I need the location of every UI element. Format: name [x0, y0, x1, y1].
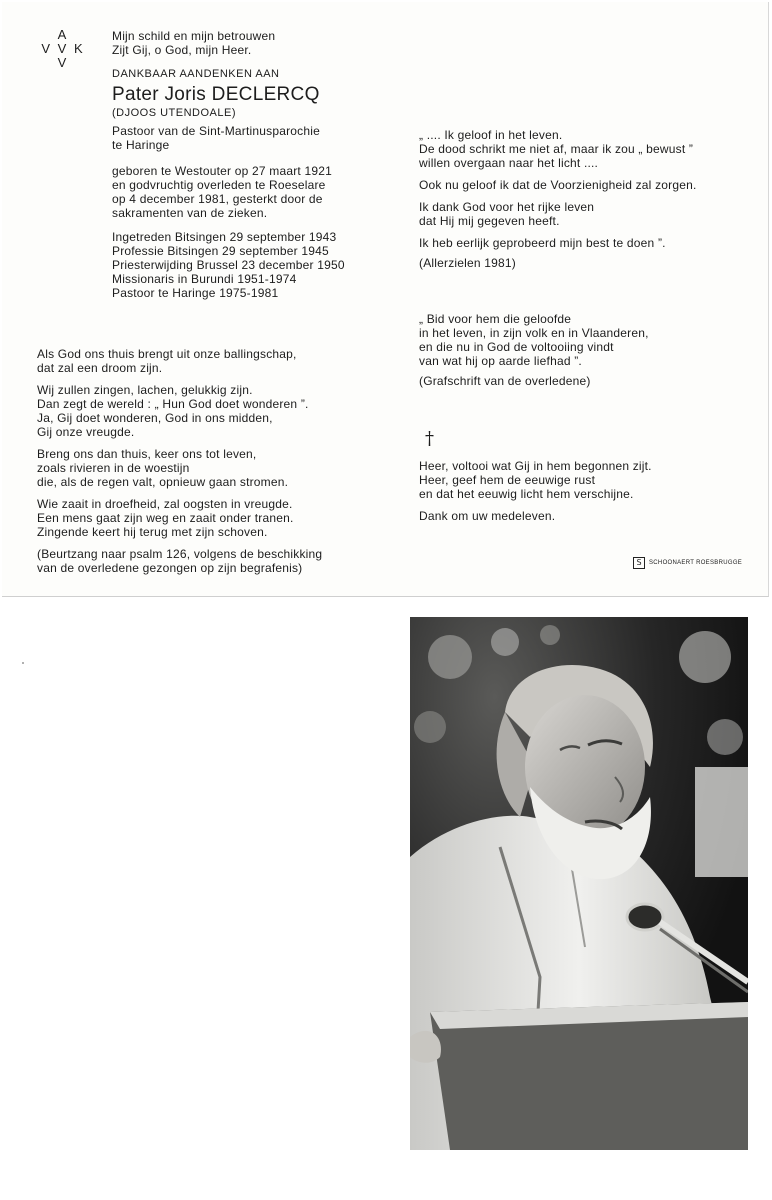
- biography-line: en godvruchtig overleden te Roeselare: [112, 178, 326, 192]
- prayer-line: en dat het eeuwig licht hem verschijne.: [419, 487, 634, 501]
- epitaph-block: [419, 312, 649, 388]
- paper-speck: [22, 662, 24, 664]
- prayer-block: [419, 459, 652, 523]
- psalm-line: Ja, Gij doet wonderen, God in ons midden,: [37, 411, 273, 425]
- psalm-source-line: (Beurtzang naar psalm 126, volgens de beschikking: [37, 547, 323, 561]
- monogram-line: A: [57, 27, 69, 42]
- quote-line: „ .... Ik geloof in het leven.: [419, 128, 563, 142]
- career-line: Pastoor te Haringe 1975-1981: [112, 286, 279, 300]
- epitaph-line: van wat hij op aarde liefhad ”.: [419, 354, 582, 368]
- quote-line: Ook nu geloof ik dat de Voorzienigheid zal zorgen.: [419, 178, 697, 192]
- monogram-line: V: [57, 55, 69, 70]
- portrait-illustration: [410, 617, 748, 1150]
- biography-line: op 4 december 1981, gesterkt door de: [112, 192, 323, 206]
- career-line: Professie Bitsingen 29 september 1945: [112, 244, 329, 258]
- psalm-line: Dan zegt de wereld : „ Hun God doet wonderen ”.: [37, 397, 309, 411]
- quote-line: Ik heb eerlijk geprobeerd mijn best te doen ”.: [419, 236, 666, 250]
- monogram-line: V V K: [41, 41, 85, 56]
- quote-block: [419, 128, 697, 270]
- printer-label: SCHOONAERT ROESBRUGGE: [649, 560, 743, 566]
- epitaph-line: in het leven, in zijn volk en in Vlaanderen,: [419, 326, 649, 340]
- psalm-line: Gij onze vreugde.: [37, 425, 135, 439]
- biography-line: sakramenten van de zieken.: [112, 206, 268, 220]
- printer-mark: [633, 557, 742, 569]
- thanks-line: Dank om uw medeleven.: [419, 509, 556, 523]
- psalm-line: Breng ons dan thuis, keer ons tot leven,: [37, 447, 257, 461]
- psalm-block: [37, 347, 322, 575]
- quote-line: De dood schrikt me niet af, maar ik zou „ bewust ”: [419, 142, 694, 156]
- biography-line: geboren te Westouter op 27 maart 1921: [112, 164, 332, 178]
- nickname: (DJOOS UTENDOALE): [112, 107, 237, 119]
- epitaph-source: (Grafschrift van de overledene): [419, 374, 591, 388]
- psalm-line: Zingende keert hij terug met zijn schoven.: [37, 525, 268, 539]
- quote-source: (Allerzielen 1981): [419, 256, 516, 270]
- career-line: Ingetreden Bitsingen 29 september 1943: [112, 230, 337, 244]
- quote-line: willen overgaan naar het licht ....: [419, 156, 599, 170]
- deceased-name: Pater Joris DECLERCQ: [112, 84, 320, 105]
- portrait-photo: [410, 617, 748, 1150]
- psalm-line: Wij zullen zingen, lachen, gelukkig zijn.: [37, 383, 253, 397]
- psalm-line: Wie zaait in droefheid, zal oogsten in vreugde.: [37, 497, 293, 511]
- motto-line: Zijt Gij, o God, mijn Heer.: [112, 43, 252, 57]
- career-line: Missionaris in Burundi 1951-1974: [112, 272, 297, 286]
- dedication: DANKBAAR AANDENKEN AAN: [112, 68, 280, 80]
- quote-line: dat Hij mij gegeven heeft.: [419, 214, 560, 228]
- epitaph-line: en die nu in God de voltooiing vindt: [419, 340, 614, 354]
- psalm-line: dat zal een droom zijn.: [37, 361, 163, 375]
- prayer-line: Heer, voltooi wat Gij in hem begonnen zijt.: [419, 459, 652, 473]
- header-block: [112, 29, 345, 300]
- epitaph-line: „ Bid voor hem die geloofde: [419, 312, 572, 326]
- career-line: Priesterwijding Brussel 23 december 1950: [112, 258, 345, 272]
- avvk-monogram: [40, 28, 86, 70]
- role-line: Pastoor van de Sint-Martinusparochie: [112, 124, 320, 138]
- psalm-line: Als God ons thuis brengt uit onze ballingschap,: [37, 347, 297, 361]
- printer-logo-icon: S: [633, 557, 645, 569]
- psalm-line: die, als de regen valt, opnieuw gaan stromen.: [37, 475, 289, 489]
- prayer-line: Heer, geef hem de eeuwige rust: [419, 473, 596, 487]
- psalm-line: zoals rivieren in de woestijn: [37, 461, 190, 475]
- quote-line: Ik dank God voor het rijke leven: [419, 200, 595, 214]
- role-line: te Haringe: [112, 138, 170, 152]
- cross-icon: †: [425, 428, 434, 449]
- psalm-line: Een mens gaat zijn weg en zaait onder tranen.: [37, 511, 294, 525]
- psalm-source-line: van de overledene gezongen op zijn begrafenis): [37, 561, 303, 575]
- motto-line: Mijn schild en mijn betrouwen: [112, 29, 276, 43]
